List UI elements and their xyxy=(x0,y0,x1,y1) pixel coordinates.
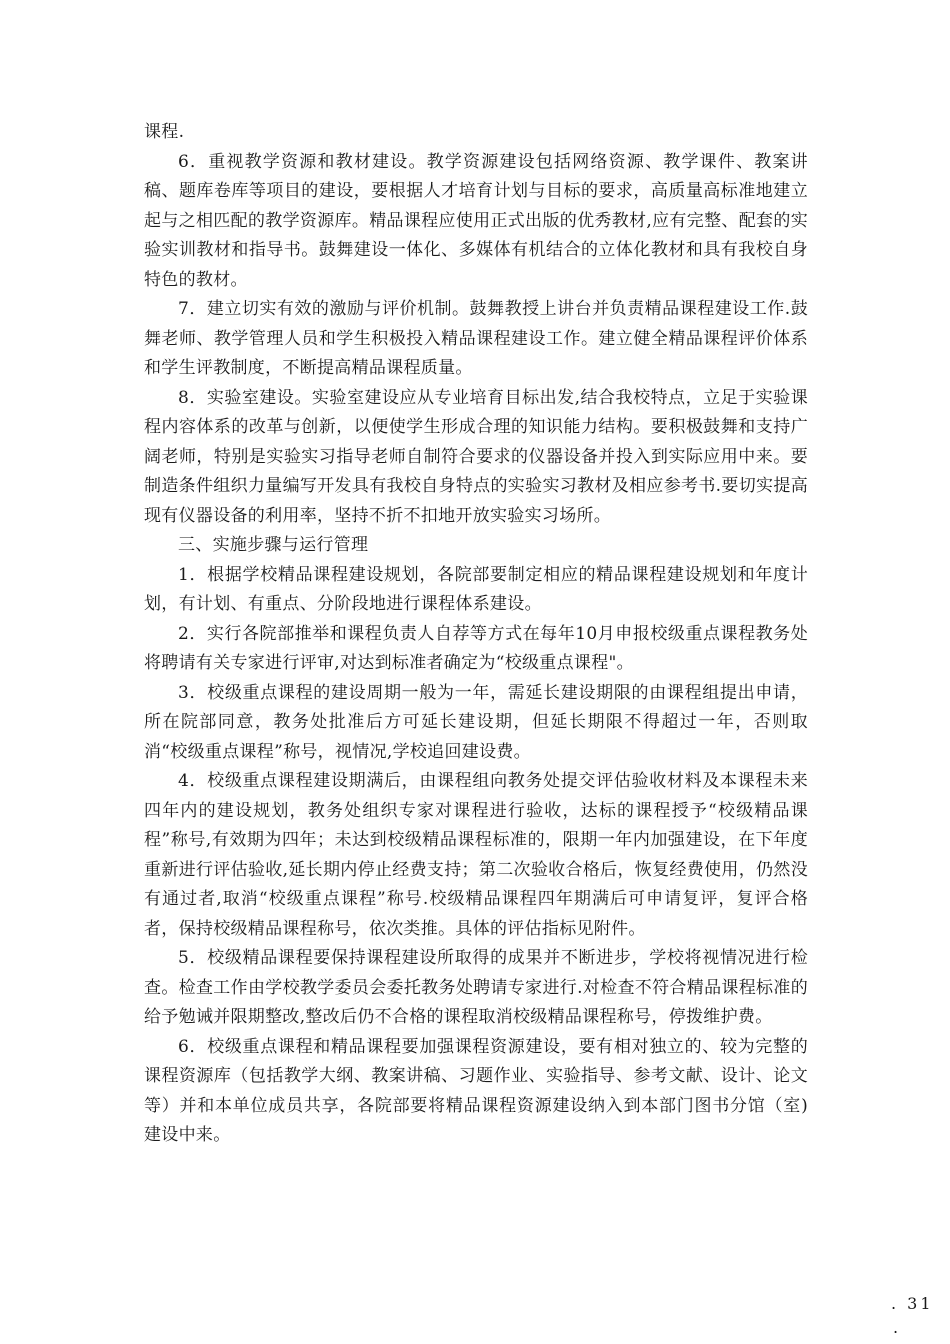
page-number: . 31 xyxy=(891,1294,934,1313)
paragraph-step-5: 5．校级精品课程要保持课程建设所取得的成果并不断进步，学校将视情况进行检查。检查工作由学校教学委员会委托教务处聘请专家进行.对检查不符合精品课程标准的给予勉诫并限期整改,整改后仍不合格的课程取消校级精品课程称号，停拨维护费。 xyxy=(144,948,808,1027)
section-heading-implementation: 三、实施步骤与运行管理 xyxy=(178,535,369,555)
paragraph-step-4: 4．校级重点课程建设期满后，由课程组向教务处提交评估验收材料及本课程未来四年内的建设规划，教务处组织专家对课程进行验收，达标的课程授予“校级精品课程”称号,有效期为四年；未达到校级精品课程标准的，限期一年内加强建设，在下年度重新进行评估验收,延长期内停止经费支持；第二次验收合格后，恢复经费使用，仍然没有通过者,取消“校级重点课程”称号.校级精品课程四年期满后可申请复评，复评合格者，保持校级精品课程称号，依次类推。具体的评估指标见附件。 xyxy=(144,771,808,939)
paragraph-step-2: 2．实行各院部推举和课程负责人自荐等方式在每年10月申报校级重点课程教务处将聘请有关专家进行评审,对达到标准者确定为“校级重点课程"。 xyxy=(144,623,808,673)
footer-trailing-mark: . xyxy=(893,1318,899,1337)
paragraph-item-6-resources: 6．重视教学资源和教材建设。教学资源建设包括网络资源、教学课件、教案讲稿、题库卷库等项目的建设，要根据人才培育计划与目标的要求，高质量高标准地建立起与之相匹配的教学资源库。精品课程应使用正式出版的优秀教材,应有完整、配套的实验实训教材和指导书。鼓舞建设一体化、多媒体有机结合的立体化教材和具有我校自身特色的教材。 xyxy=(144,151,808,290)
paragraph-continuation: 课程. xyxy=(144,122,185,142)
paragraph-item-7-incentive: 7．建立切实有效的激励与评价机制。鼓舞教授上讲台并负责精品课程建设工作.鼓舞老师、教学管理人员和学生积极投入精品课程建设工作。建立健全精品课程评价体系和学生评教制度，不断提高精品课程质量。 xyxy=(144,299,808,378)
paragraph-item-8-lab: 8．实验室建设。实验室建设应从专业培育目标出发,结合我校特点，立足于实验课程内容体系的改革与创新，以便使学生形成合理的知识能力结构。要积极鼓舞和支持广阔老师，特别是实验实习指导老师自制符合要求的仪器设备并投入到实际应用中来。要制造条件组织力量编写开发具有我校自身特点的实验实习教材及相应参考书.要切实提高现有仪器设备的利用率，坚持不折不扣地开放实验实习场所。 xyxy=(144,387,808,526)
paragraph-step-1: 1．根据学校精品课程建设规划，各院部要制定相应的精品课程建设规划和年度计划，有计划、有重点、分阶段地进行课程体系建设。 xyxy=(144,564,808,614)
paragraph-step-6: 6．校级重点课程和精品课程要加强课程资源建设，要有相对独立的、较为完整的课程资源库（包括教学大纲、教案讲稿、习题作业、实验指导、参考文献、设计、论文等）并和本单位成员共享，各院部要将精品课程资源建设纳入到本部门图书分馆（室)建设中来。 xyxy=(144,1036,808,1145)
document-body xyxy=(144,118,808,1151)
paragraph-step-3: 3．校级重点课程的建设周期一般为一年，需延长建设期限的由课程组提出申请，所在院部同意，教务处批准后方可延长建设期，但延长期限不得超过一年，否则取消“校级重点课程”称号，视情况,学校追回建设费。 xyxy=(144,682,808,762)
